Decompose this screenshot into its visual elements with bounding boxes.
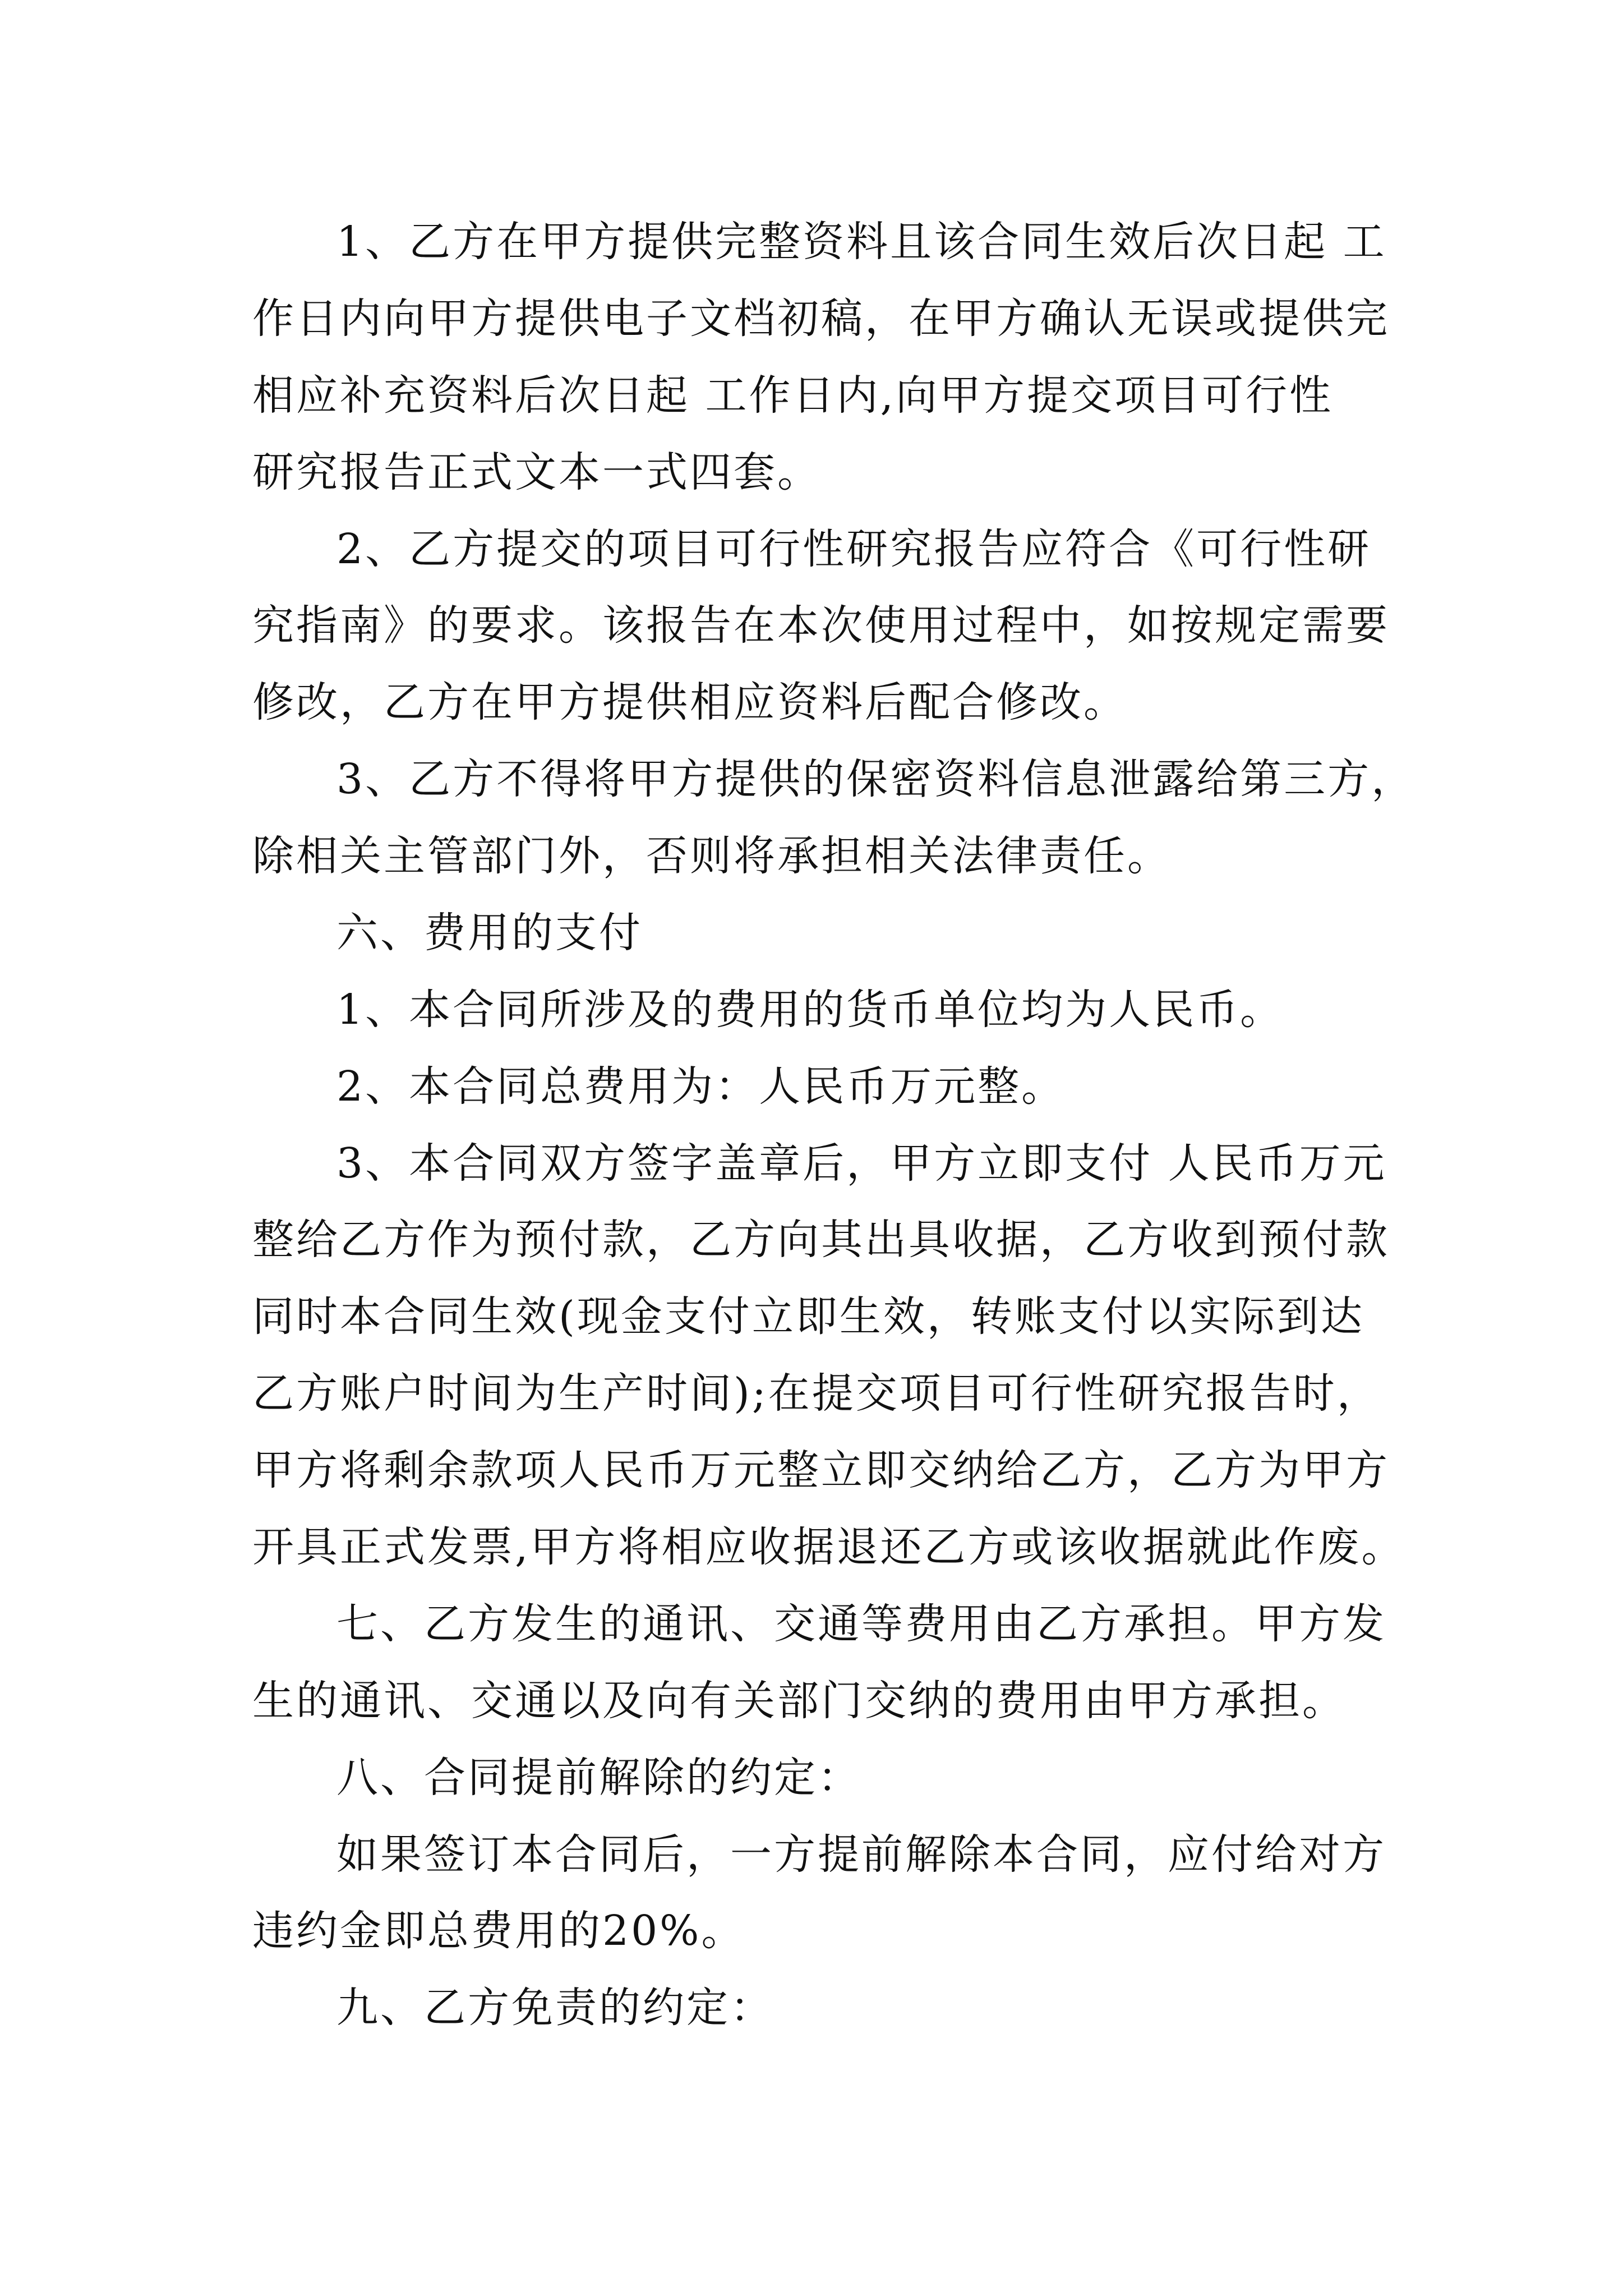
text-line: 如果签订本合同后，一方提前解除本合同，应付给对方 [336, 1830, 1386, 1879]
text-line: 3、本合同双方签字盖章后，甲方立即支付 人民币万元 [336, 1139, 1387, 1188]
text-line: 作日内向甲方提供电子文档初稿，在甲方确认无误或提供完 [252, 295, 1390, 343]
text-line: 1、乙方在甲方提供完整资料且该合同生效后次日起 工 [336, 218, 1387, 266]
text-line: 开具正式发票,甲方将相应收据退还乙方或该收据就此作废。 [252, 1523, 1405, 1571]
text-line: 究指南》的要求。该报告在本次使用过程中，如按规定需要 [252, 601, 1390, 650]
text-line: 修改，乙方在甲方提供相应资料后配合修改。 [252, 678, 1127, 726]
text-line: 七、乙方发生的通讯、交通等费用由乙方承担。甲方发 [336, 1600, 1386, 1648]
text-line: 生的通讯、交通以及向有关部门交纳的费用由甲方承担。 [252, 1677, 1346, 1725]
section-heading: 九、乙方免责的约定： [336, 1984, 774, 2032]
section-heading: 八、合同提前解除的约定： [336, 1754, 861, 1802]
text-line: 2、本合同总费用为：人民币万元整。 [336, 1062, 1066, 1111]
text-line: 2、乙方提交的项目可行性研究报告应符合《可行性研 [336, 525, 1372, 573]
text-line: 相应补充资料后次日起 工作日内,向甲方提交项目可行性 [252, 371, 1334, 420]
text-line: 违约金即总费用的20%。 [252, 1907, 745, 1955]
text-line: 1、本合同所涉及的费用的货币单位均为人民币。 [336, 986, 1284, 1034]
text-line: 3、乙方不得将甲方提供的保密资料信息泄露给第三方， [336, 755, 1415, 803]
text-line: 除相关主管部门外，否则将承担相关法律责任。 [252, 832, 1171, 880]
section-heading: 六、费用的支付 [336, 909, 643, 957]
text-line: 整给乙方作为预付款，乙方向其出具收据，乙方收到预付款 [252, 1216, 1390, 1264]
text-line: 乙方账户时间为生产时间);在提交项目可行性研究报告时， [252, 1369, 1381, 1418]
text-line: 研究报告正式文本一式四套。 [252, 448, 821, 496]
text-line: 甲方将剩余款项人民币万元整立即交纳给乙方，乙方为甲方 [252, 1446, 1390, 1494]
text-line: 同时本合同生效(现金支付立即生效，转账支付以实际到达 [252, 1292, 1364, 1341]
